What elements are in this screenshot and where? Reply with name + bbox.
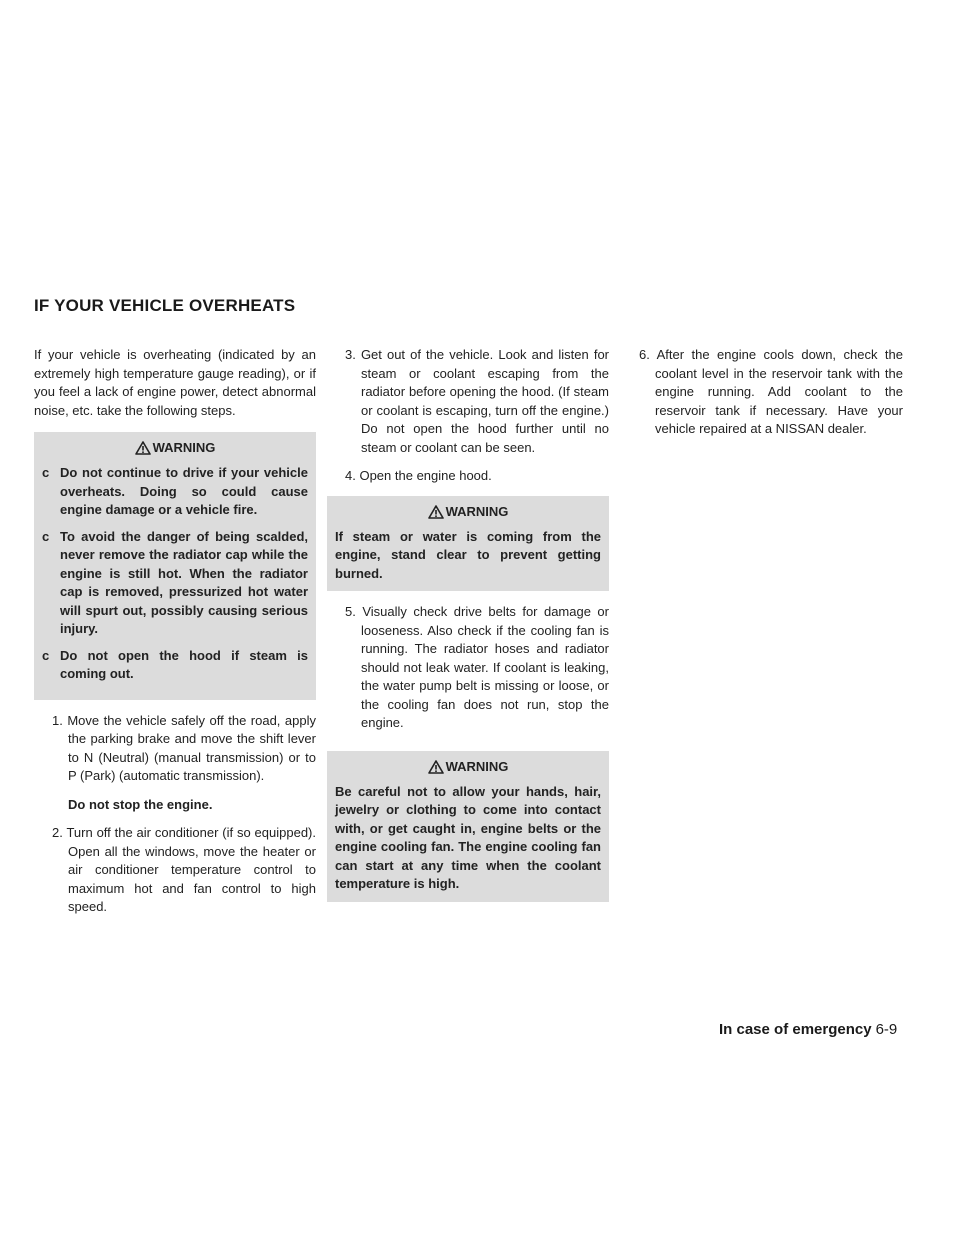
step-text: Turn off the air conditioner (if so equipped). Open all the windows, move the heater or air conditioner temperature control to maximum hot and fan control to high speed. xyxy=(66,825,316,914)
warning-label: WARNING xyxy=(445,503,509,519)
warning-box-1 xyxy=(34,432,316,700)
warning-bullet: c Do not continue to drive if your vehicle overheats. Doing so could cause engine damage or a vehicle fire. xyxy=(42,465,308,517)
warning-bullets xyxy=(42,464,308,684)
step-4 xyxy=(327,467,609,486)
step-5 xyxy=(327,603,609,733)
warning-triangle-icon xyxy=(428,760,444,774)
column-3 xyxy=(621,346,903,449)
warning-header xyxy=(335,755,601,779)
bullet-glyph: c xyxy=(42,465,50,480)
page-footer xyxy=(719,1021,897,1038)
step-number: 4. xyxy=(345,468,356,483)
step-3 xyxy=(327,346,609,457)
warning-bullet: c Do not open the hood if steam is coming out. xyxy=(42,647,308,681)
step-number: 1. xyxy=(52,712,63,728)
section-title: IF YOUR VEHICLE OVERHEATS xyxy=(34,296,296,315)
step-text: Move the vehicle safely off the road, apply the parking brake and move the shift lever to N (Neutral) (manual transmission) or to P (Park) (automatic transmission). xyxy=(67,712,316,783)
chapter-title: In case of emergency xyxy=(719,1021,872,1038)
warning-box-3 xyxy=(327,751,609,902)
step-number: 6. xyxy=(639,347,650,362)
warning-text: If steam or water is coming from the engine, stand clear to prevent getting burned. xyxy=(335,528,601,581)
step-1 xyxy=(34,712,316,786)
warning-text: Be careful not to allow your hands, hair, jewelry or clothing to come into contact with, or get caught in, engine belts or the engine cooling fan. The engine cooling fan can start at any time when the coolant temperature is high. xyxy=(335,783,601,891)
warning-triangle-icon xyxy=(428,505,444,519)
warning-box-2 xyxy=(327,496,609,592)
step-text: After the engine cools down, check the coolant level in the reservoir tank with the engine running. Add coolant to the reservoir tank if necessary. Have your vehicle repaired at a NISSAN dealer. xyxy=(655,347,903,436)
step-number: 2. xyxy=(52,825,63,840)
step-1-note: Do not stop the engine. xyxy=(68,796,213,812)
column-2 xyxy=(327,346,609,914)
step-2 xyxy=(34,824,316,917)
step-number: 5. xyxy=(345,604,356,619)
page-number: 6-9 xyxy=(875,1021,898,1038)
bullet-glyph: c xyxy=(42,528,50,544)
warning-label: WARNING xyxy=(152,440,216,455)
step-number: 3. xyxy=(345,347,356,362)
step-6 xyxy=(621,346,903,439)
step-text: Open the engine hood. xyxy=(359,468,492,483)
warning-header xyxy=(42,436,308,460)
warning-label: WARNING xyxy=(445,758,509,774)
warning-triangle-icon xyxy=(135,441,151,455)
warning-bullet: c To avoid the danger of being scalded, never remove the radiator cap while the engine is still hot. When the radiator cap is removed, pressurized hot water will spurt out, possibly causing serious injury. xyxy=(42,528,308,636)
step-text: Get out of the vehicle. Look and listen for steam or coolant escaping from the radiator before opening the hood. (If steam or coolant is escaping, turn off the engine.) Do not open the hood further until no steam or coolant can be seen. xyxy=(360,347,609,455)
column-1 xyxy=(34,346,316,927)
intro-paragraph: If your vehicle is overheating (indicated by an extremely high temperature gauge reading), or if you feel a lack of engine power, detect abnormal noise, etc. take the following steps. xyxy=(34,347,316,418)
step-text: Visually check drive belts for damage or looseness. Also check if the cooling fan is running. The radiator hoses and radiator should not leak water. If coolant is leaking, the water pump belt is missing or loose, or the cooling fan does not run, stop the engine. xyxy=(361,604,609,730)
bullet-glyph: c xyxy=(42,647,50,663)
warning-header xyxy=(335,500,601,524)
